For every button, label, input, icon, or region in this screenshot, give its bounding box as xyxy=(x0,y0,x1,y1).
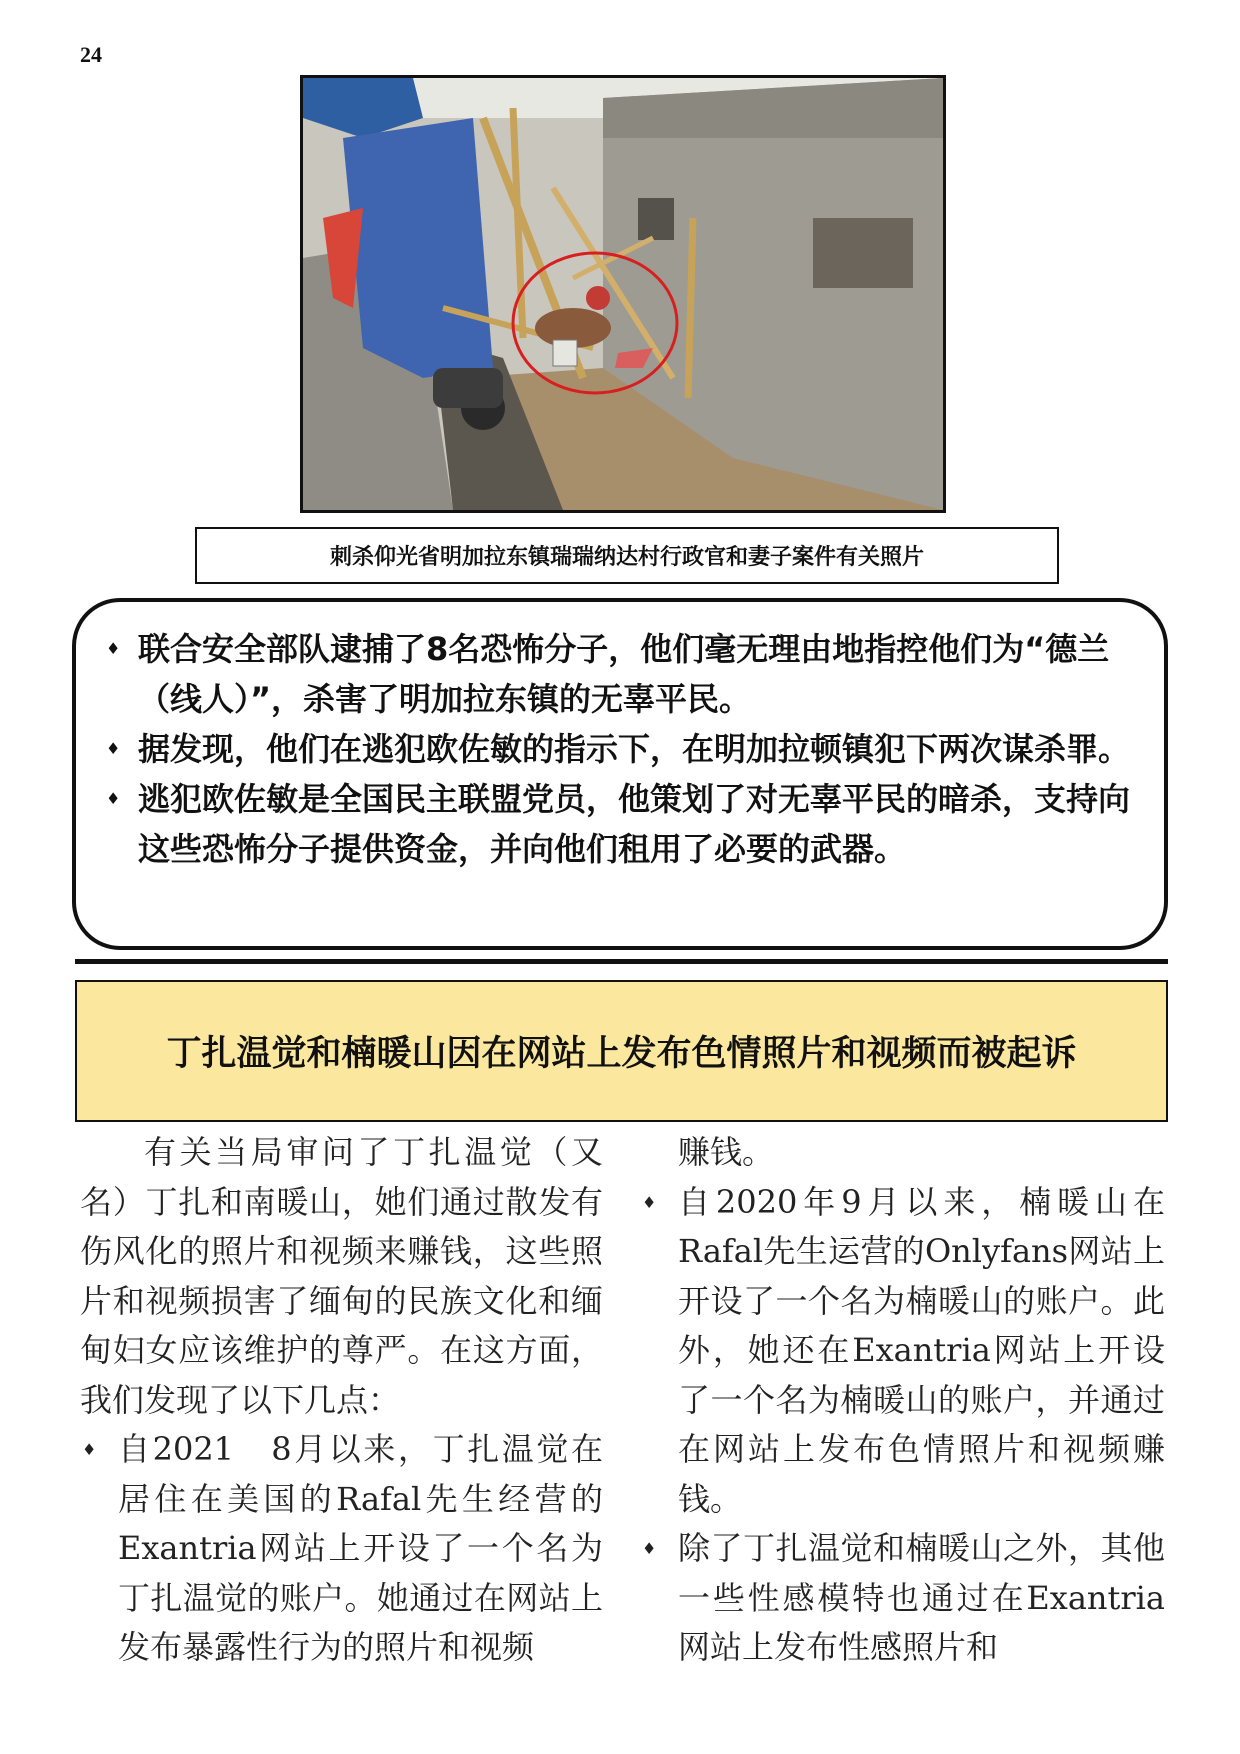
article-headline: 丁扎温觉和楠暖山因在网站上发布色情照片和视频而被起诉 xyxy=(75,980,1168,1122)
panel-item xyxy=(104,624,1142,724)
crime-scene-photo xyxy=(300,75,946,513)
photo-caption: 刺杀仰光省明加拉东镇瑞瑞纳达村行政官和妻子案件有关照片 xyxy=(195,527,1059,584)
panel-item-text: 逃犯欧佐敏是全国民主联盟党员，他策划了对无辜平民的暗杀，支持向这些恐怖分子提供资金，并向他们租用了必要的武器。 xyxy=(138,780,1131,868)
article-bullet xyxy=(640,1524,1165,1673)
diamond-bullet-icon: ♦ xyxy=(642,1192,657,1212)
article-bullet-continuation xyxy=(640,1128,1165,1178)
article-intro: 有关当局审问了丁扎温觉（又名）丁扎和南暖山，她们通过散发有伤风化的照片和视频来赚钱，这些照片和视频损害了缅甸的民族文化和缅甸妇女应该维护的尊严。在这方面，我们发现了以下几点： xyxy=(80,1133,603,1419)
section-divider xyxy=(75,959,1168,964)
article-column-left xyxy=(80,1128,603,1673)
panel-item xyxy=(104,774,1142,874)
diamond-bullet-icon: ♦ xyxy=(106,639,121,658)
diamond-bullet-icon: ♦ xyxy=(82,1440,97,1459)
article-bullet xyxy=(80,1425,603,1673)
article-bullet-text: 赚钱。 xyxy=(678,1133,775,1171)
article-bullet-text: 除了丁扎温觉和楠暖山之外，其他一些性感模特也通过在Exantria网站上发布性感照片和 xyxy=(678,1529,1165,1666)
article-column-right xyxy=(640,1128,1165,1673)
article-bullet xyxy=(640,1178,1165,1525)
diamond-bullet-icon: ♦ xyxy=(106,789,121,808)
article-bullet-text: 自2021 8月以来，丁扎温觉在居住在美国的Rafal先生经营的Exantria网站上开设了一个名为丁扎温觉的账户。她通过在网站上发布暴露性行为的照片和视频 xyxy=(118,1430,603,1666)
page-number: 24 xyxy=(80,42,102,67)
article-bullet-text: 自2020年9月以来，楠暖山在Rafal先生运营的Onlyfans网站上开设了一个名为楠暖山的账户。此外，她还在Exantria网站上开设了一个名为楠暖山的账户，并通过在网站上发布色情照片和视频赚钱。 xyxy=(678,1182,1165,1518)
diamond-bullet-icon: ♦ xyxy=(642,1539,657,1558)
summary-panel xyxy=(72,598,1168,950)
diamond-bullet-icon: ♦ xyxy=(106,739,121,758)
panel-item-text: 据发现，他们在逃犯欧佐敏的指示下，在明加拉顿镇犯下两次谋杀罪。 xyxy=(138,730,1131,768)
panel-item xyxy=(104,724,1142,774)
panel-item-text: 联合安全部队逮捕了8名恐怖分子，他们毫无理由地指控他们为“德兰（线人）”，杀害了明加拉东镇的无辜平民。 xyxy=(138,630,1110,718)
